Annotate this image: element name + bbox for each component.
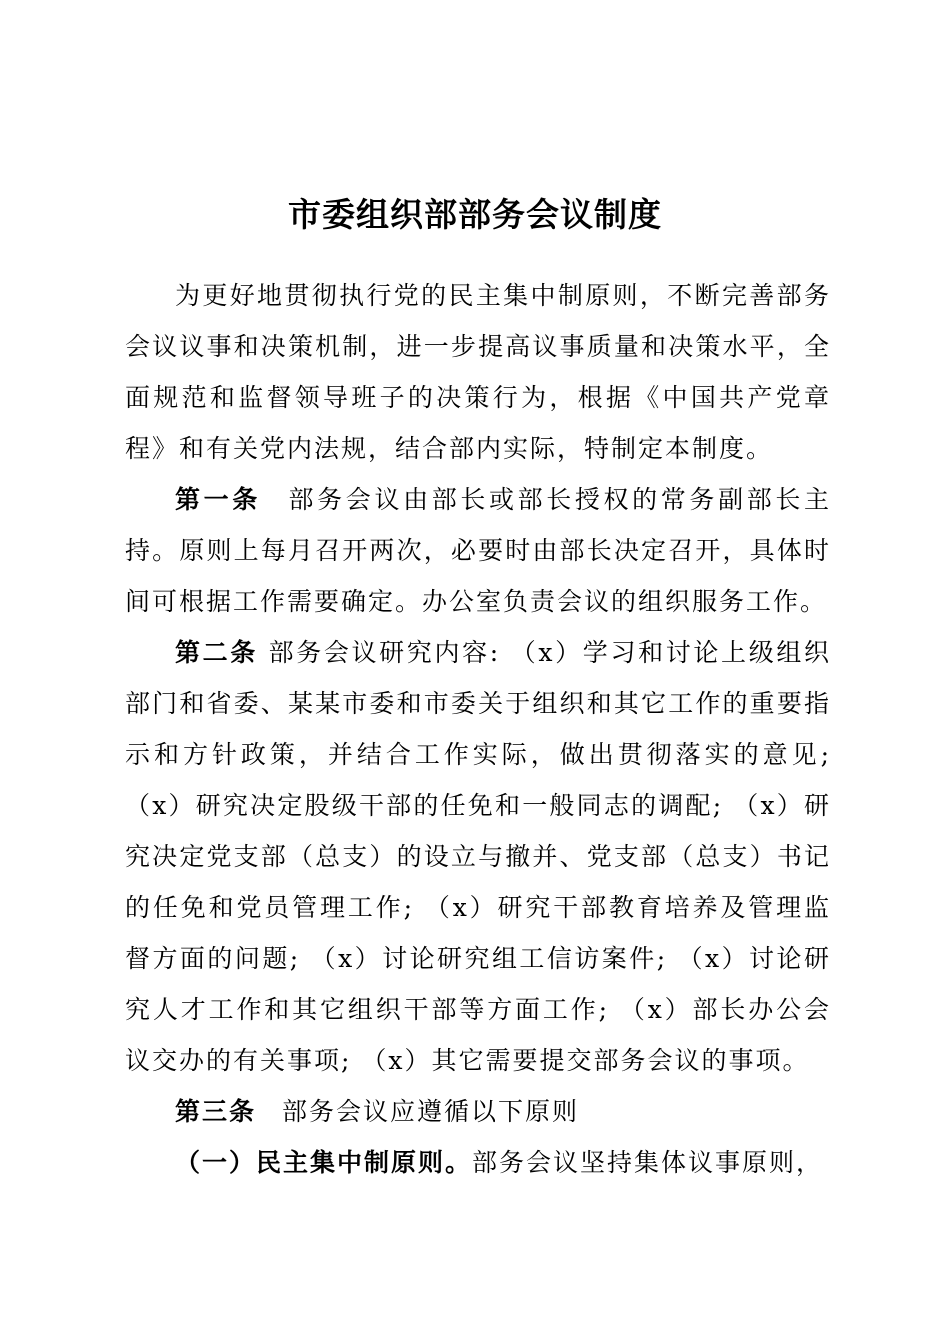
article-2-text: 部务会议研究内容: （x）学习和讨论上级组织部门和省委、某某市委和市委关于组织和其它工作的重要指示和方针政策，并结合工作实际，做出贯彻落实的意见; （x）研究决定股级干部的任免和一般同志的调配; （x）研究决定党支部（总支）的设立与撤并、党支部（总支）书记的任免和党员管理工作; （x）研究干部教育培养及管理监督方面的问题; （x）讨论研究组工信访案件; （x）讨论研究人才工作和其它组织干部等方面工作; （x）部长办公会议交办的有关事项; （x）其它需要提交部务会议的事项。 xyxy=(125,638,831,1075)
article-2-heading: 第二条 xyxy=(175,638,258,667)
article-3-heading: 第三条 xyxy=(175,1097,257,1126)
article-3-paragraph xyxy=(125,1086,831,1137)
article-1-text: 部务会议由部长或部长授权的常务副部长主持。原则上每月召开两次，必要时由部长决定召开，具体时间可根据工作需要确定。办公室负责会议的组织服务工作。 xyxy=(125,485,831,616)
document-body xyxy=(125,270,831,1188)
principle-1-heading: （一）民主集中制原则。 xyxy=(175,1148,473,1177)
article-1-heading: 第一条 xyxy=(175,485,261,514)
article-3-text: 部务会议应遵循以下原则 xyxy=(282,1097,580,1126)
document-title: 市委组织部部务会议制度 xyxy=(288,195,662,234)
preamble-paragraph: 为更好地贯彻执行党的民主集中制原则，不断完善部务会议议事和决策机制，进一步提高议事质量和决策水平，全面规范和监督领导班子的决策行为，根据《中国共产党章程》和有关党内法规，结合部内实际，特制定本制度。 xyxy=(125,281,831,463)
article-2-paragraph xyxy=(125,627,831,1086)
article-1-paragraph xyxy=(125,474,831,627)
principle-1-paragraph xyxy=(125,1137,831,1188)
principle-1-text: 部务会议坚持集体议事原则， xyxy=(472,1148,824,1177)
